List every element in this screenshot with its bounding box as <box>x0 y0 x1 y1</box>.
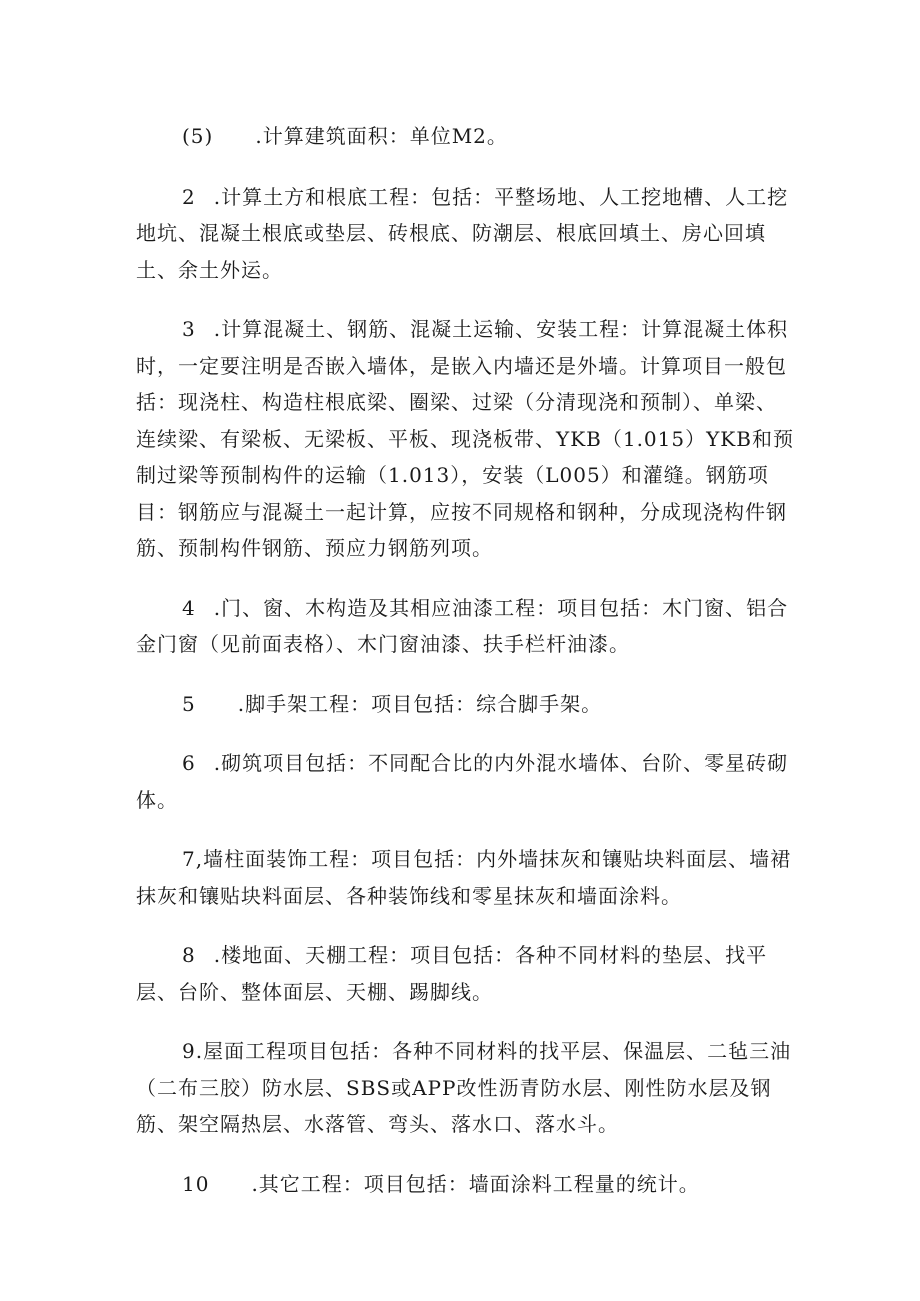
paragraph-item-2 <box>136 179 794 289</box>
paragraph-text: .脚手架工程：项目包括：综合脚手架。 <box>237 691 603 716</box>
item-number: 6 <box>182 751 196 775</box>
paragraph-text: 7,墙柱面装饰工程：项目包括：内外墙抹灰和镶贴块料面层、墙裙抹灰和镶贴块料面层、各种装饰线和零星抹灰和墙面涂料。 <box>136 847 792 908</box>
paragraph-item-5 <box>136 118 794 155</box>
paragraph-item-9 <box>136 1033 794 1143</box>
paragraph-text: .楼地面、天棚工程：项目包括：各种不同材料的垫层、找平层、台阶、整体面层、天棚、踢脚线。 <box>136 943 768 1004</box>
paragraph-text: 9.屋面工程项目包括：各种不同材料的找平层、保温层、二毡三油（二布三胶）防水层、SBS或APP改性沥青防水层、刚性防水层及钢筋、架空隔热层、水落管、弯头、落水口、落水斗。 <box>136 1039 792 1136</box>
paragraph-text: .计算建筑面积：单位M2。 <box>255 124 508 148</box>
item-number: 3 <box>182 317 196 341</box>
paragraph-item-5b <box>136 686 794 723</box>
item-number: 2 <box>182 184 196 209</box>
paragraph-item-10 <box>136 1166 794 1203</box>
paragraph-item-6 <box>136 745 794 818</box>
item-number: 10 <box>182 1171 210 1196</box>
item-number: 4 <box>182 595 196 620</box>
paragraph-item-8 <box>136 937 794 1010</box>
paragraph-item-4 <box>136 590 794 663</box>
paragraph-item-3 <box>136 311 794 567</box>
paragraph-text: .计算混凝土、钢筋、混凝土运输、安装工程：计算混凝土体积时，一定要注明是否嵌入墙体，是嵌入内墙还是外墙。计算项目一般包括：现浇柱、构造柱根底梁、圈梁、过梁（分清现浇和预制）、单梁、连续梁、有梁板、无梁板、平板、现浇板带、YKB（1.015）YKB和预制过梁等预制构件的运输（1.013），安装（L005）和灌缝。钢筋项目：钢筋应与混凝土一起计算，应按不同规格和钢种，分成现浇构件钢筋、预制构件钢筋、预应力钢筋列项。 <box>136 317 794 560</box>
item-number: 8 <box>182 943 196 967</box>
item-number: (5) <box>182 124 214 148</box>
paragraph-item-7 <box>136 841 794 914</box>
paragraph-text: .门、窗、木构造及其相应油漆工程：项目包括：木门窗、铝合金门窗（见前面表格）、木门窗油漆、扶手栏杆油漆。 <box>136 595 789 656</box>
paragraph-text: .其它工程：项目包括：墙面涂料工程量的统计。 <box>251 1171 700 1196</box>
paragraph-text: .砌筑项目包括：不同配合比的内外混水墙体、台阶、零星砖砌体。 <box>136 751 789 812</box>
paragraph-text: .计算土方和根底工程：包括：平整场地、人工挖地槽、人工挖地坑、混凝土根底或垫层、砖根底、防潮层、根底回填土、房心回填土、余土外运。 <box>136 184 789 282</box>
item-number: 5 <box>182 691 196 716</box>
